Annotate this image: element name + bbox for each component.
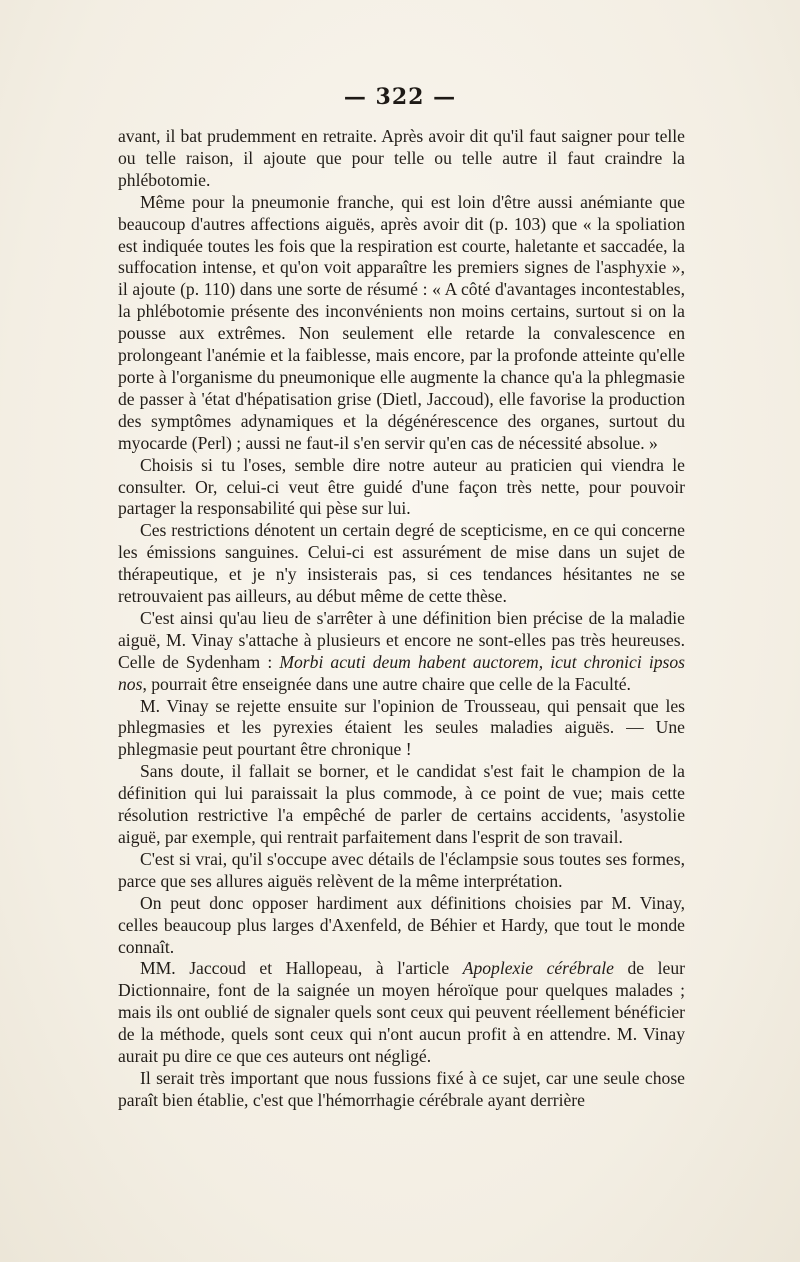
text-span: On peut donc opposer hardiment aux définitions choisies par M. Vinay, celles beaucoup plus larges d'Axenfeld, de Béhier et Hardy, que tout le monde connaît. [118, 892, 685, 957]
paragraph [118, 958, 685, 1068]
text-span: Choisis si tu l'oses, semble dire notre auteur au praticien qui viendra le consulter. Or, celui-ci veut être guidé d'une façon très nette, pour pouvoir partager la responsabilité qui pèse sur lui. [118, 454, 685, 519]
text-span: MM. Jaccoud et Hallopeau, à l'article [140, 958, 463, 979]
paragraph [118, 520, 685, 608]
italic-text: Morbi acuti deum habent auctorem, icut chronici ipsos nos [118, 651, 685, 694]
text-span: C'est si vrai, qu'il s'occupe avec détails de l'éclampsie sous toutes ses formes, parce que ses allures aiguës relèvent de la même interprétation. [118, 848, 685, 891]
text-span: avant, il bat prudemment en retraite. Après avoir dit qu'il faut saigner pour telle ou telle raison, il ajoute que pour telle ou telle autre il faut craindre la phlébotomie. [118, 126, 685, 190]
text-span: C'est ainsi qu'au lieu de s'arrêter à une définition bien précise de la maladie aiguë, M. Vinay s'attache à plusieurs et encore ne sont-elles pas très heureuses. Celle de Sydenham : [118, 607, 685, 672]
body-text [118, 126, 685, 1112]
paragraph [118, 455, 685, 521]
text-span: de leur Dictionnaire, font de la saignée un moyen héroïque pour quelques malades ; mais ils ont oublié de signaler quels sont ceux qui peuvent réellement bénéficier de la méthode, quels sont ceux qui n'ont aucun profit à en attendre. M. Vinay aurait pu dire ce que ces auteurs ont négligé. [118, 958, 685, 1067]
paragraph [118, 126, 685, 192]
paragraph [118, 893, 685, 959]
text-span: M. Vinay se rejette ensuite sur l'opinion de Trousseau, qui pensait que les phlegmasies et les pyrexies étaient les seules maladies aiguës. — Une phlegmasie peut pourtant être chronique ! [118, 695, 685, 760]
paragraph [118, 849, 685, 893]
text-span: , pourrait être enseignée dans une autre chaire que celle de la Faculté. [142, 673, 631, 694]
paragraph [118, 1068, 685, 1112]
paragraph [118, 608, 685, 696]
text-span: Même pour la pneumonie franche, qui est loin d'être aussi anémiante que beaucoup d'autres affections aiguës, après avoir dit (p. 103) que « la spoliation est indiquée toutes les fois que la respiration est courte, haletante et saccadée, la suffocation intense, et qu'on voit apparaître les premiers signes de l'asphyxie », il ajoute (p. 110) dans une sorte de résumé : « A côté d'avantages incontestables, la phlébotomie présente des inconvénients non moins certains, surtout si on la pousse aux extrêmes. Non seulement elle retarde la convalescence en prolongeant l'anémie et la faiblesse, mais encore, par la profonde atteinte qu'elle porte à l'organisme du pneumonique elle augmente la chance qu'a la phlegmasie de passer à 'état d'hépatisation grise (Dietl, Jaccoud), elle favorise la production des symptômes adynamiques et la dégénérescence des organes, surtout du myocarde (Perl) ; aussi ne faut-il s'en servir qu'en cas de nécessité absolue. » [118, 191, 685, 453]
page-number: — 322 — [343, 84, 457, 110]
italic-text: Apoplexie cérébrale [462, 958, 614, 979]
text-span: Il serait très important que nous fussions fixé à ce sujet, car une seule chose paraît bien établie, c'est que l'hémorrhagie cérébrale ayant derrière [118, 1067, 685, 1110]
text-span: Sans doute, il fallait se borner, et le candidat s'est fait le champion de la définition qui lui paraissait la plus commode, à ce point de vue; mais cette résolution restrictive l'a empêché de parler de certains accidents, 'asystolie aiguë, par exemple, qui rentrait parfaitement dans l'esprit de son travail. [118, 761, 685, 847]
paragraph [118, 761, 685, 849]
paragraph [118, 192, 685, 455]
paragraph [118, 696, 685, 762]
text-span: Ces restrictions dénotent un certain degré de scepticisme, en ce qui concerne les émissions sanguines. Celui-ci est assurément de mise dans un sujet de thérapeutique, et je n'y insisterais pas, si ces tendances hésitantes ne se retrouvaient pas ailleurs, au début même de cette thèse. [118, 520, 685, 607]
